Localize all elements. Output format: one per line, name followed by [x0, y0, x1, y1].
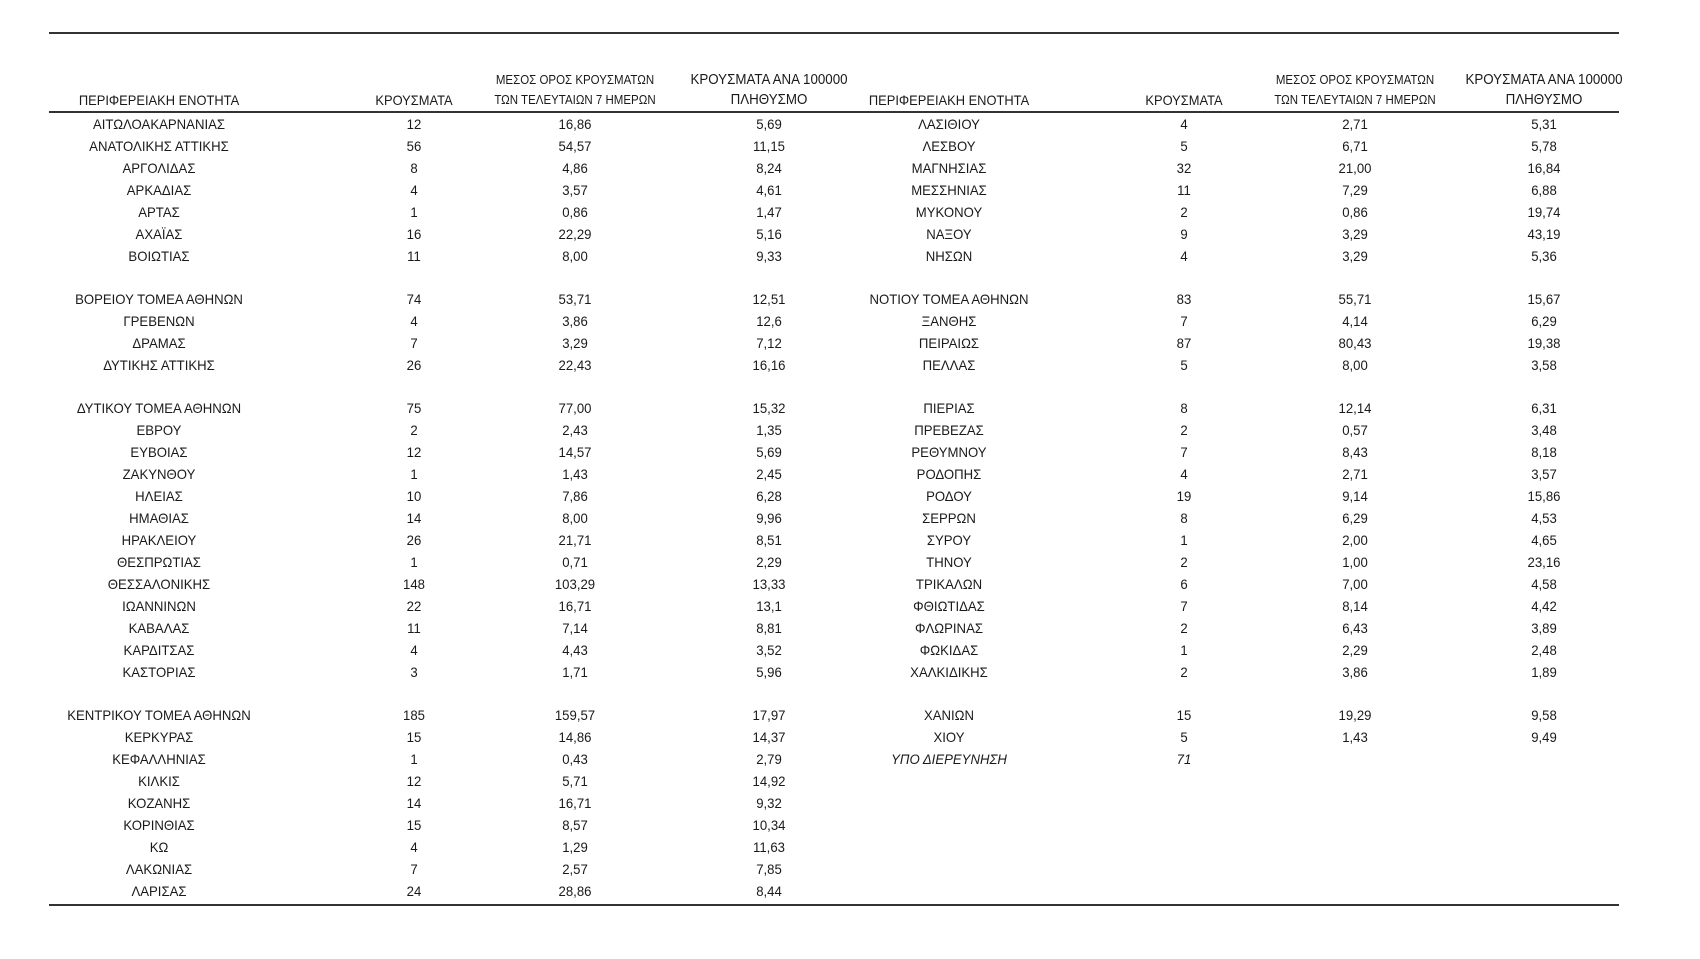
avg7-cell: 3,29 — [1342, 248, 1368, 264]
per100k-cell: 4,65 — [1531, 532, 1557, 548]
table-row — [49, 179, 1619, 201]
per100k-cell: 9,33 — [756, 248, 782, 264]
avg7-cell: 1,43 — [562, 466, 588, 482]
per100k-cell: 5,69 — [756, 116, 782, 132]
table-row — [49, 836, 1619, 858]
region-cell: ΠΡΕΒΕΖΑΣ — [914, 422, 984, 438]
region-cell: ΗΜΑΘΙΑΣ — [129, 510, 189, 526]
per100k-cell: 2,29 — [756, 554, 782, 570]
region-cell: ΗΡΑΚΛΕΙΟΥ — [121, 532, 197, 548]
table-row — [49, 529, 1619, 551]
avg7-cell: 2,00 — [1342, 532, 1368, 548]
region-cell: ΕΒΡΟΥ — [136, 422, 182, 438]
per100k-cell: 23,16 — [1527, 554, 1561, 570]
cases-cell: 24 — [406, 883, 422, 899]
cases-cell: 71 — [1176, 751, 1192, 767]
region-cell: ΚΕΦΑΛΛΗΝΙΑΣ — [112, 751, 206, 767]
avg7-cell: 2,57 — [562, 861, 588, 877]
avg7-cell: 80,43 — [1338, 335, 1372, 351]
per100k-cell: 6,88 — [1531, 182, 1557, 198]
per100k-cell: 1,47 — [756, 204, 782, 220]
table-row — [49, 397, 1619, 419]
avg7-cell: 1,43 — [1342, 729, 1368, 745]
avg7-cell: 2,71 — [1342, 116, 1368, 132]
region-cell: ΚΟΖΑΝΗΣ — [127, 795, 191, 811]
cases-cell: 15 — [1176, 707, 1192, 723]
table-row — [49, 814, 1619, 836]
per100k-cell: 15,86 — [1527, 488, 1561, 504]
region-cell: ΠΕΛΛΑΣ — [922, 357, 976, 373]
header-per100k-right — [1452, 70, 1636, 110]
avg7-cell: 0,86 — [562, 204, 588, 220]
header-per100k — [677, 70, 861, 110]
cases-cell: 1 — [410, 751, 418, 767]
per100k-cell: 4,58 — [1531, 576, 1557, 592]
cases-cell: 14 — [406, 795, 422, 811]
avg7-cell: 0,43 — [562, 751, 588, 767]
avg7-cell: 0,57 — [1342, 422, 1368, 438]
table-row — [49, 332, 1619, 354]
cases-cell: 8 — [1180, 510, 1188, 526]
table-row — [49, 770, 1619, 792]
cases-cell: 12 — [406, 116, 422, 132]
top-rule — [49, 32, 1619, 34]
avg7-cell: 1,29 — [562, 839, 588, 855]
per100k-cell: 7,85 — [756, 861, 782, 877]
region-cell: ΚΑΣΤΟΡΙΑΣ — [122, 664, 196, 680]
per100k-cell: 3,89 — [1531, 620, 1557, 636]
per100k-cell: 5,36 — [1531, 248, 1557, 264]
cases-cell: 2 — [1180, 664, 1188, 680]
table-row — [49, 551, 1619, 573]
region-cell: ΒΟΙΩΤΙΑΣ — [128, 248, 190, 264]
cases-cell: 26 — [406, 357, 422, 373]
per100k-cell: 4,53 — [1531, 510, 1557, 526]
region-cell: ΜΥΚΟΝΟΥ — [915, 204, 983, 220]
table-row — [49, 157, 1619, 179]
header-cases-right: ΚΡΟΥΣΜΑΤΑ — [1145, 92, 1223, 108]
cases-cell: 14 — [406, 510, 422, 526]
avg7-cell: 4,14 — [1342, 313, 1368, 329]
cases-cell: 83 — [1176, 291, 1192, 307]
region-cell: ΝΑΞΟΥ — [926, 226, 972, 242]
avg7-cell: 2,29 — [1342, 642, 1368, 658]
region-cell: ΑΡΤΑΣ — [138, 204, 180, 220]
region-cell: ΑΧΑΪΑΣ — [135, 226, 183, 242]
cases-cell: 8 — [410, 160, 418, 176]
table-row — [49, 726, 1619, 748]
cases-cell: 1 — [410, 554, 418, 570]
region-cell: ΧΙΟΥ — [933, 729, 965, 745]
per100k-cell: 5,78 — [1531, 138, 1557, 154]
header-avg7-line1: ΜΕΣΟΣ ΟΡΟΣ ΚΡΟΥΣΜΑΤΩΝ — [495, 73, 655, 87]
cases-cell: 26 — [406, 532, 422, 548]
table-row — [49, 288, 1619, 310]
avg7-cell: 4,86 — [562, 160, 588, 176]
table-row — [49, 639, 1619, 661]
avg7-cell: 8,00 — [1342, 357, 1368, 373]
region-cell: ΑΡΚΑΔΙΑΣ — [126, 182, 192, 198]
header-region-right: ΠΕΡΙΦΕΡΕΙΑΚΗ ΕΝΟΤΗΤΑ — [868, 92, 1030, 108]
avg7-cell: 22,29 — [558, 226, 592, 242]
per100k-cell: 19,74 — [1527, 204, 1561, 220]
per100k-cell: 8,81 — [756, 620, 782, 636]
header-region: ΠΕΡΙΦΕΡΕΙΑΚΗ ΕΝΟΤΗΤΑ — [78, 92, 240, 108]
avg7-cell: 16,71 — [558, 795, 592, 811]
region-cell: ΡΟΔΟΠΗΣ — [916, 466, 982, 482]
table-row — [49, 792, 1619, 814]
cases-cell: 4 — [1180, 116, 1188, 132]
table-row — [49, 201, 1619, 223]
region-cell: ΜΕΣΣΗΝΙΑΣ — [911, 182, 987, 198]
per100k-cell: 4,42 — [1531, 598, 1557, 614]
table-row — [49, 880, 1619, 902]
region-cell: ΛΑΣΙΘΙΟΥ — [918, 116, 980, 132]
cases-cell: 3 — [410, 664, 418, 680]
region-cell: ΖΑΚΥΝΘΟΥ — [122, 466, 196, 482]
table-row — [49, 661, 1619, 683]
avg7-cell: 2,43 — [562, 422, 588, 438]
cases-table — [49, 68, 1623, 902]
table-row — [49, 267, 1619, 288]
region-cell: ΛΑΚΩΝΙΑΣ — [125, 861, 193, 877]
cases-cell: 6 — [1180, 576, 1188, 592]
region-cell: ΠΙΕΡΙΑΣ — [923, 400, 975, 416]
table-row — [49, 113, 1619, 135]
per100k-cell: 8,51 — [756, 532, 782, 548]
per100k-cell: 1,35 — [756, 422, 782, 438]
per100k-cell: 5,69 — [756, 444, 782, 460]
header-avg7 — [477, 70, 672, 110]
cases-cell: 12 — [406, 444, 422, 460]
avg7-cell: 6,29 — [1342, 510, 1368, 526]
per100k-cell: 4,61 — [756, 182, 782, 198]
per100k-cell: 2,79 — [756, 751, 782, 767]
table-row — [49, 376, 1619, 397]
region-cell: ΝΗΣΩΝ — [925, 248, 973, 264]
region-cell: ΛΑΡΙΣΑΣ — [131, 883, 187, 899]
avg7-cell: 3,29 — [1342, 226, 1368, 242]
cases-cell: 4 — [1180, 248, 1188, 264]
per100k-cell: 14,37 — [752, 729, 786, 745]
cases-cell: 185 — [403, 707, 425, 723]
per100k-cell: 3,57 — [1531, 466, 1557, 482]
region-cell: ΚΙΛΚΙΣ — [138, 773, 180, 789]
avg7-cell: 8,57 — [562, 817, 588, 833]
region-cell: ΔΡΑΜΑΣ — [132, 335, 186, 351]
cases-cell: 22 — [406, 598, 422, 614]
per100k-cell: 15,67 — [1527, 291, 1561, 307]
cases-cell: 2 — [1180, 554, 1188, 570]
cases-cell: 5 — [1180, 357, 1188, 373]
region-cell: ΚΩ — [149, 839, 169, 855]
header-per100k-line2: ΠΛΗΘΥΣΜΟ — [730, 92, 808, 108]
cases-cell: 2 — [1180, 204, 1188, 220]
cases-cell: 15 — [406, 817, 422, 833]
avg7-cell: 3,86 — [1342, 664, 1368, 680]
cases-cell: 11 — [1177, 182, 1191, 198]
header-avg7-line2: ΤΩΝ ΤΕΛΕΥΤΑΙΩΝ 7 ΗΜΕΡΩΝ — [494, 93, 656, 107]
per100k-cell: 6,28 — [756, 488, 782, 504]
region-cell: ΙΩΑΝΝΙΝΩΝ — [122, 598, 196, 614]
table-row — [49, 595, 1619, 617]
per100k-cell: 8,44 — [756, 883, 782, 899]
region-cell: ΞΑΝΘΗΣ — [921, 313, 977, 329]
cases-cell: 5 — [1180, 729, 1188, 745]
per100k-cell: 6,31 — [1531, 400, 1557, 416]
table-header — [49, 68, 1623, 113]
bottom-rule — [49, 904, 1619, 906]
region-cell: ΚΑΒΑΛΑΣ — [128, 620, 190, 636]
avg7-cell: 12,14 — [1338, 400, 1372, 416]
avg7-cell: 28,86 — [558, 883, 592, 899]
cases-cell: 7 — [1180, 313, 1188, 329]
table-row — [49, 617, 1619, 639]
region-cell: ΧΑΝΙΩΝ — [923, 707, 975, 723]
table-row — [49, 310, 1619, 332]
table-row — [49, 573, 1619, 595]
cases-cell: 8 — [1180, 400, 1188, 416]
per100k-cell: 7,12 — [756, 335, 782, 351]
header-avg7-line2: ΤΩΝ ΤΕΛΕΥΤΑΙΩΝ 7 ΗΜΕΡΩΝ — [1274, 93, 1436, 107]
per100k-cell: 13,1 — [756, 598, 782, 614]
region-cell: ΚΕΝΤΡΙΚΟΥ ΤΟΜΕΑ ΑΘΗΝΩΝ — [67, 707, 251, 723]
cases-cell: 1 — [410, 466, 418, 482]
table-row — [49, 485, 1619, 507]
region-cell: ΝΟΤΙΟΥ ΤΟΜΕΑ ΑΘΗΝΩΝ — [869, 291, 1029, 307]
cases-cell: 74 — [406, 291, 422, 307]
header-per100k-line1: ΚΡΟΥΣΜΑΤΑ ΑΝΑ 100000 — [1465, 72, 1623, 88]
avg7-cell: 3,57 — [562, 182, 588, 198]
per100k-cell: 6,29 — [1531, 313, 1557, 329]
cases-cell: 4 — [1180, 466, 1188, 482]
region-cell: ΓΡΕΒΕΝΩΝ — [123, 313, 195, 329]
avg7-cell: 9,14 — [1342, 488, 1368, 504]
cases-cell: 7 — [1180, 598, 1188, 614]
table-row — [49, 858, 1619, 880]
per100k-cell: 9,32 — [756, 795, 782, 811]
region-cell: ΦΛΩΡΙΝΑΣ — [914, 620, 983, 636]
per100k-cell: 19,38 — [1527, 335, 1561, 351]
cases-cell: 9 — [1180, 226, 1188, 242]
region-cell: ΦΘΙΩΤΙΔΑΣ — [913, 598, 985, 614]
table-row — [49, 135, 1619, 157]
per100k-cell: 43,19 — [1527, 226, 1561, 242]
avg7-cell: 8,00 — [562, 248, 588, 264]
avg7-cell: 19,29 — [1338, 707, 1372, 723]
per100k-cell: 3,58 — [1531, 357, 1557, 373]
avg7-cell: 103,29 — [554, 576, 596, 592]
region-cell: ΔΥΤΙΚΟΥ ΤΟΜΕΑ ΑΘΗΝΩΝ — [76, 400, 242, 416]
table-body — [49, 113, 1619, 902]
avg7-cell: 14,86 — [558, 729, 592, 745]
cases-cell: 2 — [410, 422, 418, 438]
avg7-cell: 3,29 — [562, 335, 588, 351]
per100k-cell: 2,48 — [1531, 642, 1557, 658]
per100k-cell: 12,51 — [752, 291, 786, 307]
region-cell: ΤΗΝΟΥ — [926, 554, 972, 570]
table-row — [49, 704, 1619, 726]
cases-cell: 7 — [1180, 444, 1188, 460]
avg7-cell: 54,57 — [558, 138, 592, 154]
cases-cell: 10 — [406, 488, 422, 504]
avg7-cell: 53,71 — [558, 291, 592, 307]
per100k-cell: 2,45 — [756, 466, 782, 482]
avg7-cell: 8,14 — [1342, 598, 1368, 614]
per100k-cell: 16,16 — [752, 357, 786, 373]
per100k-cell: 14,92 — [752, 773, 786, 789]
table-row — [49, 507, 1619, 529]
cases-cell: 15 — [406, 729, 422, 745]
avg7-cell: 5,71 — [562, 773, 588, 789]
region-cell: ΡΕΘΥΜΝΟΥ — [911, 444, 987, 460]
per100k-cell: 11,15 — [753, 138, 785, 154]
per100k-cell: 15,32 — [752, 400, 786, 416]
per100k-cell: 16,84 — [1527, 160, 1561, 176]
cases-cell: 12 — [406, 773, 422, 789]
region-cell: ΘΕΣΣΑΛΟΝΙΚΗΣ — [107, 576, 211, 592]
cases-cell: 7 — [410, 861, 418, 877]
cases-cell: 148 — [403, 576, 425, 592]
region-cell: ΚΟΡΙΝΘΙΑΣ — [123, 817, 195, 833]
region-cell: ΠΕΙΡΑΙΩΣ — [918, 335, 980, 351]
region-cell: ΑΡΓΟΛΙΔΑΣ — [122, 160, 196, 176]
cases-cell: 7 — [410, 335, 418, 351]
per100k-cell: 5,31 — [1531, 116, 1557, 132]
region-cell: ΥΠΟ ΔΙΕΡΕΥΝΗΣΗ — [891, 751, 1007, 767]
cases-cell: 16 — [406, 226, 422, 242]
region-cell: ΤΡΙΚΑΛΩΝ — [915, 576, 983, 592]
table-row — [49, 419, 1619, 441]
region-cell: ΚΕΡΚΥΡΑΣ — [124, 729, 194, 745]
per100k-cell: 9,96 — [756, 510, 782, 526]
per100k-cell: 10,34 — [752, 817, 786, 833]
per100k-cell: 17,97 — [752, 707, 786, 723]
avg7-cell: 1,71 — [562, 664, 588, 680]
region-cell: ΒΟΡΕΙΟΥ ΤΟΜΕΑ ΑΘΗΝΩΝ — [75, 291, 243, 307]
avg7-cell: 2,71 — [1342, 466, 1368, 482]
avg7-cell: 55,71 — [1338, 291, 1372, 307]
cases-cell: 75 — [406, 400, 422, 416]
cases-cell: 11 — [407, 620, 421, 636]
per100k-cell: 3,48 — [1531, 422, 1557, 438]
cases-cell: 1 — [1180, 532, 1188, 548]
header-per100k-line2: ΠΛΗΘΥΣΜΟ — [1505, 92, 1583, 108]
cases-cell: 11 — [407, 248, 421, 264]
region-cell: ΔΥΤΙΚΗΣ ΑΤΤΙΚΗΣ — [103, 357, 215, 373]
avg7-cell: 4,43 — [562, 642, 588, 658]
cases-cell: 2 — [1180, 422, 1188, 438]
avg7-cell: 7,29 — [1342, 182, 1368, 198]
region-cell: ΧΑΛΚΙΔΙΚΗΣ — [910, 664, 988, 680]
cases-cell: 2 — [1180, 620, 1188, 636]
region-cell: ΑΝΑΤΟΛΙΚΗΣ ΑΤΤΙΚΗΣ — [89, 138, 229, 154]
avg7-cell: 77,00 — [558, 400, 592, 416]
region-cell: ΚΑΡΔΙΤΣΑΣ — [123, 642, 195, 658]
avg7-cell: 0,86 — [1342, 204, 1368, 220]
table-row — [49, 463, 1619, 485]
region-cell: ΛΕΣΒΟΥ — [922, 138, 976, 154]
header-per100k-line1: ΚΡΟΥΣΜΑΤΑ ΑΝΑ 100000 — [690, 72, 848, 88]
avg7-cell: 0,71 — [562, 554, 588, 570]
avg7-cell: 1,00 — [1342, 554, 1368, 570]
cases-cell: 1 — [410, 204, 418, 220]
avg7-cell: 8,00 — [562, 510, 588, 526]
per100k-cell: 3,52 — [756, 642, 782, 658]
table-row — [49, 748, 1619, 770]
table-row — [49, 245, 1619, 267]
region-cell: ΡΟΔΟΥ — [926, 488, 972, 504]
per100k-cell: 5,16 — [756, 226, 782, 242]
avg7-cell: 7,14 — [562, 620, 588, 636]
per100k-cell: 9,58 — [1531, 707, 1557, 723]
header-avg7-right — [1257, 70, 1452, 110]
table-row — [49, 441, 1619, 463]
avg7-cell: 7,00 — [1342, 576, 1368, 592]
per100k-cell: 12,6 — [756, 313, 782, 329]
avg7-cell: 6,71 — [1342, 138, 1368, 154]
cases-cell: 5 — [1180, 138, 1188, 154]
region-cell: ΦΩΚΙΔΑΣ — [919, 642, 979, 658]
region-cell: ΗΛΕΙΑΣ — [135, 488, 183, 504]
cases-cell: 4 — [410, 642, 418, 658]
cases-cell: 4 — [410, 313, 418, 329]
table-row — [49, 223, 1619, 245]
region-cell: ΣΕΡΡΩΝ — [922, 510, 976, 526]
region-cell: ΜΑΓΝΗΣΙΑΣ — [911, 160, 987, 176]
per100k-cell: 8,24 — [756, 160, 782, 176]
region-cell: ΑΙΤΩΛΟΑΚΑΡΝΑΝΙΑΣ — [92, 116, 226, 132]
region-cell: ΕΥΒΟΙΑΣ — [130, 444, 188, 460]
avg7-cell: 8,43 — [1342, 444, 1368, 460]
per100k-cell: 9,49 — [1531, 729, 1557, 745]
region-cell: ΣΥΡΟΥ — [926, 532, 972, 548]
table-row — [49, 354, 1619, 376]
avg7-cell: 14,57 — [558, 444, 592, 460]
cases-cell: 56 — [406, 138, 422, 154]
avg7-cell: 7,86 — [562, 488, 588, 504]
cases-cell: 87 — [1176, 335, 1192, 351]
per100k-cell: 1,89 — [1531, 664, 1557, 680]
avg7-cell: 22,43 — [558, 357, 592, 373]
avg7-cell: 16,71 — [558, 598, 592, 614]
avg7-cell: 6,43 — [1342, 620, 1368, 636]
avg7-cell: 16,86 — [558, 116, 592, 132]
per100k-cell: 8,18 — [1531, 444, 1557, 460]
cases-cell: 4 — [410, 839, 418, 855]
cases-cell: 32 — [1176, 160, 1192, 176]
avg7-cell: 159,57 — [554, 707, 596, 723]
header-cases: ΚΡΟΥΣΜΑΤΑ — [375, 92, 453, 108]
cases-cell: 4 — [410, 182, 418, 198]
header-avg7-line1: ΜΕΣΟΣ ΟΡΟΣ ΚΡΟΥΣΜΑΤΩΝ — [1275, 73, 1435, 87]
avg7-cell: 21,71 — [558, 532, 592, 548]
avg7-cell: 21,00 — [1338, 160, 1372, 176]
table-row — [49, 683, 1619, 704]
region-cell: ΘΕΣΠΡΩΤΙΑΣ — [117, 554, 201, 570]
per100k-cell: 13,33 — [752, 576, 786, 592]
per100k-cell: 5,96 — [756, 664, 782, 680]
avg7-cell: 3,86 — [562, 313, 588, 329]
cases-cell: 1 — [1180, 642, 1188, 658]
cases-cell: 19 — [1176, 488, 1192, 504]
per100k-cell: 11,63 — [753, 839, 785, 855]
